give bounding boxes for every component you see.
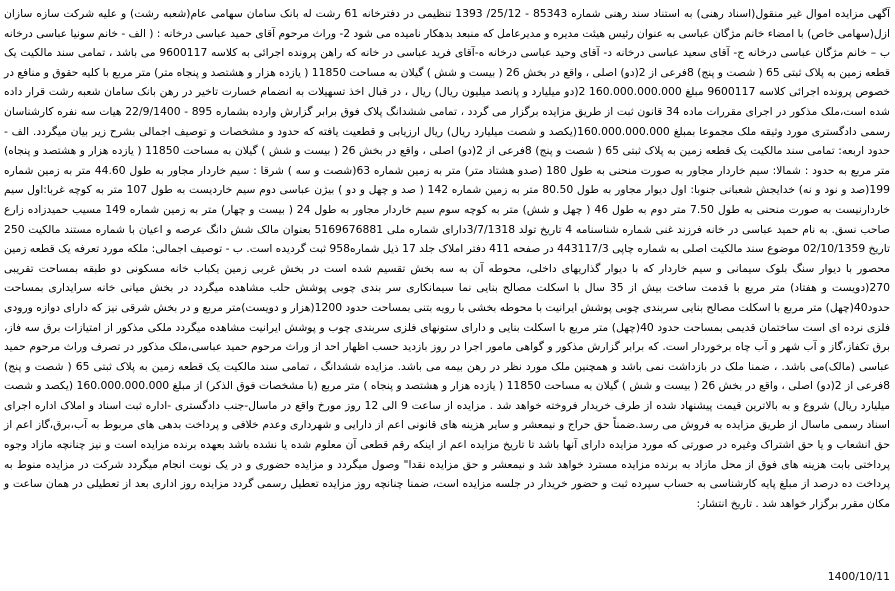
publish-date: 1400/10/11 [827, 570, 890, 583]
notice-paragraph: آگهی مزایده اموال غیر منقول(اسناد رهنی) به استناد سند رهنی شماره 85343 - 25/12/ 1393 تنظیمی در دفترخانه 61 رشت له بانک سامان سهامی عام(شعبه رشت) و علیه شرکت سازه سازان ازل(سهامی خاص) با امضاء خانم مژگان عباسی به عنوان رئیس هیئت مدیره و مدیرعامل که منبعد بدهکار نامیده می شود 2- وراث مرحوم آقای حمید عباسی درخانه : ( الف - خانم سونیا عباسی درخانه ب – خانم مژگان عباسی درخانه ج- آقای سعید عباسی درخانه د- آقای وحید عباسی درخانه ه-آقای فرید عباسی در خانه که راهن پرونده اجرائی به کلاسه 9600117 می باشد ، تمامی سند مالکیت یک قطعه زمین به پلاک ثبتی 65 ( شصت و پنج) 8فرعی از 2(دو) اصلی ، واقع در بخش 26 ( بیست و شش ) گیلان به مساحت 11850 ( یازده هزار و هشتصد و پنجاه متر) متر مربع با کلیه حقوق و منافع در خصوص پرونده اجرائی کلاسه 9600117 مبلغ 160.000.000.000 2(دو میلیارد و پانصد میلیون ریال) ریال ، در قبال اخذ تسهیلات به انضمام خسارت تاخیر در رهن بانک سامان شعبه رشت قرار داده شده است،ملک مذکور در اجرای مقررات ماده 34 قانون ثبت از طریق مزایده برگزار می گردد ، تمامی ششدانگ پلاک فوق برابر گزارش وارده بشماره 895 - 22/9/1400 هیات سه نفره کارشناسان رسمی دادگستری مورد وثیقه ملک مجموعا بمبلغ 160.000.000.000(یکصد و شصت میلیارد ریال) ریال ارزیابی و قطعیت یافته که حدود و مشخصات و توصیف اجمالی بشرح زیر بیان میگردد. الف - حدود اربعه: تمامی سند مالکیت یک قطعه زمین به پلاک ثبتی 65 ( شصت و پنج) 8فرعی از 2(دو) اصلی ، واقع در بخش 26 ( بیست و شش ) گیلان به مساحت 11850 ( یازده هزار و هشتصد و پنجاه) متر مربع به حدود : شمالا: سیم خاردار مجاور به صورت منحنی به طول 180 (صدو هشتاد متر) متر به زمین شماره 63(شصت و سه ) شرقا : سیم خاردار مجاور به طول 44.60 متر به زمین شماره 199(صد و نود و نه) خدایجش شعبانی جنوبا: اول دیوار مجاور به طول 80.50 متر به زمین شماره 142 ( صد و چهل و دو ) بیژن عباسی دوم سیم خاردیست به طول 107 متر به کوچه غربا:اول سیم خاردارنیست به صورت منحنی به طول 7.50 متر دوم به طول 46 ( چهل و شش) متر به کوچه سوم سیم خاردار مجاور به طول 24 ( بیست و چهار) متر به زمین شماره 149 مسیب حمیدزاده زارع صاحب نسق. به نام حمید عباسی در خانه فرزند غنی شماره شناسنامه 4 تاریخ تولد 3/7/1318دارای شماره ملی 5169676881 بعنوان مالک شش دانگ عرصه و اعیان با شماره مستند مالکیت 250 تاریخ 02/10/1359 موضوع سند مالکیت اصلی به شماره چاپی 443117/3 در صفحه 411 دفتر املاک جلد 17 ذیل شماره958 ثبت گردیده است. ب - توصیف اجمالی: ملکه مورد تعرفه یک قطعه زمین محصور با دیوار سنگ بلوک سیمانی و سیم خاردار که با دیوار گذاریهای داخلی، محوطه آن به سه بخش تقسیم شده است در بخش غربی زمین یکباب خانه مسکونی دو طبقه بمساحت تقریبی 270(دویست و هفتاد) متر مربع با قدمت ساخت بیش از 35 سال با اسکلت مصالح بنایی نما سیمانکاری سر بندی چوبی پوشش حلب مشاهده میگردد در بخش میانی خانه سرایداری بمساحت حدود40(چهل) متر مربع با اسکلت مصالح بنایی سربندی چوبی پوشش ایرانیت با محوطه بخشی با رویه بتنی بمساحت حدود 1200(هزار و دویست)متر مربع و در بخش شرقی نیز که دارای دوازه ورودی فلزی نرده ای است ساختمان قدیمی بمساحت حدود 40(چهل) متر مربع با اسکلت بنایی و دارای ستونهای فلزی سربندی چوب و پوشش ایرانیت مشاهده میگردد ملکی مذکور از امتیازات برق سه فاز، برق تکفاز،گاز و آب شهر و آب چاه برخوردار است. که برابر گزارش مذکور و گواهی مامور اجرا در روز بازدید حسب اظهار احد از وراث مرحوم حمید عباسی،ملک مذکور در تصرف وراث مرحوم حمید عباسی (مالک)می باشد. ، ضمنا ملک در بازداشت نمی باشد و همچنین ملک مورد نظر در رهن بیمه می باشد. مزایده ششدانگ ، تمامی سند مالکیت یک قطعه زمین به پلاک ثبتی 65 ( شصت و پنج) 8فرعی از 2(دو) اصلی ، واقع در بخش 26 ( بیست و شش ) گیلان به مساحت 11850 ( یازده هزار و هشتصد و پنجاه ) متر مربع (با مشخصات فوق الذکر) از مبلغ 160.000.000.000 (یکصد و شصت میلیارد ریال) شروع و به بالاترین قیمت پیشنهاد شده از طرف خریدار فروخته خواهد شد . مزایده از ساعت 9 الی 12 روز مورخ واقع در ماسال-جنب دادگستری -اداره ثبت اسناد و املاک اداره اجرای اسناد رسمی ماسال از طریق مزایده به فروش می رسد.ضمناً حق حراج و نیمعشر و سایر هزینه های قانونی اعم از دارایی و شهرداری وعدم خلافی و پرداخت بدهی های مربوط به آب،برق،گاز اعم از حق انشعاب و یا حق اشتراک وغیره در صورتی که مورد مزایده دارای آنها باشد تا تاریخ مزایده اعم از اینکه رقم قطعی آن معلوم شده یا نشده باشد بعهده برنده مزایده است و نیز چنانچه مازاد وجوه پرداختی بابت هزینه های فوق از محل مازاد به برنده مزایده مسترد خواهد شد و نیمعشر و حق مزایده نقدا" وصول میگردد و مزایده حضوری و در یک نوبت انجام میگردد شرکت در مزایده منوط به پرداخت ده درصد از مبلغ پایه کارشناسی به حساب سپرده ثبت و حضور خریدار در جلسه مزایده است، ضمنا چنانچه روز مزایده تعطیل رسمی گردد مزایده روز اداری بعد از تعطیلی در همان ساعت و مکان مقرر برگزار خواهد شد . تاریخ انتشار: [4, 7, 891, 510]
auction-notice-body [4, 4, 890, 513]
